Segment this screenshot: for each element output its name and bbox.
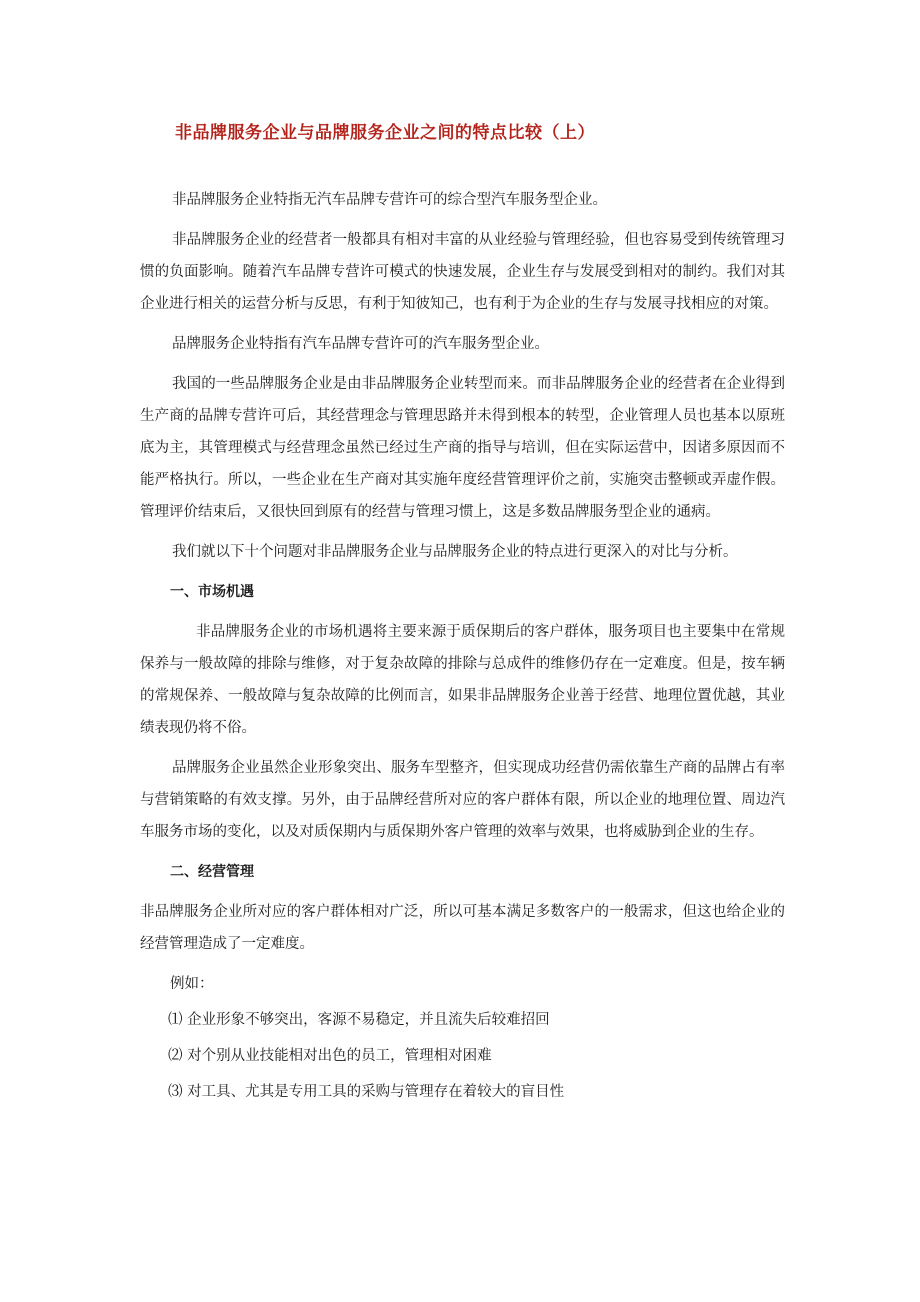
paragraph-market-nonbrand: 非品牌服务企业的市场机遇将主要来源于质保期后的客户群体，服务项目也主要集中在常规保养与一般故障的排除与维修，对于复杂故障的排除与总成件的维修仍存在一定难度。但是，按车辆的常规保养、一般故障与复杂故障的比例而言，如果非品牌服务企业善于经营、地理位置优越，其业绩表现仍将不俗。	[140, 624, 785, 736]
paragraph-nonbrand-operators: 非品牌服务企业的经营者一般都具有相对丰富的从业经验与管理经验，但也容易受到传统管理习惯的负面影响。随着汽车品牌专营许可模式的快速发展，企业生存与发展受到相对的制约。我们对其企业进行相关的运营分析与反思，有利于知彼知己，也有利于为企业的生存与发展寻找相应的对策。	[140, 232, 785, 312]
list-item: ⑴ 企业形象不够突出，客源不易稳定，并且流失后较难招回	[168, 1012, 550, 1028]
paragraph-market-brand: 品牌服务企业虽然企业形象突出、服务车型整齐，但实现成功经营仍需依靠生产商的品牌占有率与营销策略的有效支撑。另外，由于品牌经营所对应的客户群体有限，所以企业的地理位置、周边汽车服务市场的变化，以及对质保期内与质保期外客户管理的效率与效果，也将威胁到企业的生存。	[140, 760, 785, 840]
paragraph-brand-transition: 我国的一些品牌服务企业是由非品牌服务企业转型而来。而非品牌服务企业的经营者在企业得到生产商的品牌专营许可后，其经营理念与管理思路并未得到根本的转型，企业管理人员也基本以原班底为主，其管理模式与经营理念虽然已经过生产商的指导与培训，但在实际运营中，因诸多原因而不能严格执行。所以，一些企业在生产商对其实施年度经营管理评价之前，实施突击整顿或弄虚作假。管理评价结束后，又很快回到原有的经营与管理习惯上，这是多数品牌服务型企业的通病。	[140, 376, 785, 520]
paragraph-intro-comparison: 我们就以下十个问题对非品牌服务企业与品牌服务企业的特点进行更深入的对比与分析。	[172, 544, 738, 560]
example-label: 例如：	[170, 976, 214, 992]
list-item: ⑵ 对个别从业技能相对出色的员工，管理相对困难	[168, 1048, 492, 1064]
document-body	[140, 184, 785, 1112]
paragraph-definition-brand: 品牌服务企业特指有汽车品牌专营许可的汽车服务型企业。	[172, 336, 549, 352]
list-item: ⑶ 对工具、尤其是专用工具的采购与管理存在着较大的盲目性	[168, 1084, 565, 1100]
section-heading-market: 一、市场机遇	[170, 584, 254, 600]
paragraph-definition-nonbrand: 非品牌服务企业特指无汽车品牌专营许可的综合型汽车服务型企业。	[172, 192, 607, 208]
page-title: 非品牌服务企业与品牌服务企业之间的特点比较（上）	[175, 123, 595, 143]
section-heading-management: 二、经营管理	[170, 864, 254, 880]
paragraph-management-nonbrand: 非品牌服务企业所对应的客户群体相对广泛，所以可基本满足多数客户的一般需求，但这也给企业的经营管理造成了一定难度。	[140, 904, 785, 952]
